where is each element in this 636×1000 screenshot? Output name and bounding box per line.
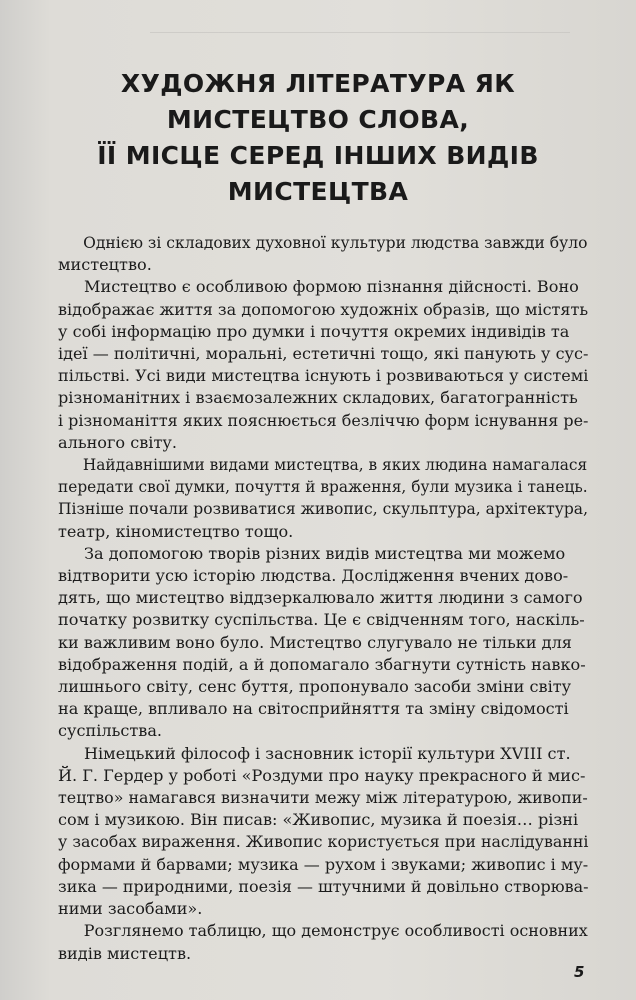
text-line: ального світу.	[58, 432, 177, 452]
text-line: різноманітних і взаємозалежних складових, багатогранність	[58, 388, 578, 408]
text-line: ідеї — політичні, моральні, естетичні тощо, які панують у сус-	[58, 344, 589, 364]
text-line: початку розвитку суспільства. Це є свідченням того, наскіль-	[58, 610, 585, 630]
title-line: МИСТЕЦТВА	[227, 177, 409, 206]
title-line: ХУДОЖНЯ ЛІТЕРАТУРА ЯК	[120, 69, 516, 98]
text-line: Німецький філософ і засновник історії культури XVIII ст.	[84, 743, 571, 763]
text-line: ки важливим воно було. Мистецтво слугувало не тільки для	[58, 632, 572, 652]
text-line: у собі інформацію про думки і почуття окремих індивідів та	[58, 321, 570, 341]
text-line: Розглянемо таблицю, що демонструє особливості основних	[83, 921, 588, 941]
text-line: відображає життя за допомогою художніх образів, що містять	[58, 299, 589, 319]
text-line: лишнього світу, сенс буття, пропонувало засоби зміни світу	[58, 677, 572, 697]
text-line: Найдавнішими видами мистецтва, в яких людина намагалася	[82, 455, 588, 475]
text-line: театр, кіномистецтво тощо.	[58, 521, 294, 541]
text-line: Мистецтво є особливою формою пізнання дійсності. Воно	[84, 277, 579, 297]
paragraph	[58, 454, 588, 543]
text-line: зика — природними, поезія — штучними й довільно створюва-	[58, 876, 589, 896]
text-line: відтворити усю історію людства. Дослідження вчених дово-	[58, 566, 569, 586]
page-number: 5	[574, 963, 585, 981]
paragraph	[58, 743, 588, 921]
paragraph	[58, 920, 588, 964]
text-line: Й. Г. Гердер у роботі «Роздуми про науку прекрасного й мис-	[58, 765, 586, 785]
text-line: Однією зі складових духовної культури людства завжди було	[83, 233, 588, 252]
text-line: мистецтво.	[58, 255, 152, 275]
text-line: сом і музикою. Він писав: «Живопис, музика й поезія… різні	[58, 810, 579, 830]
text-line: відображення подій, а й допомагало збагнути сутність навко-	[58, 654, 586, 674]
paragraph	[58, 276, 588, 454]
text-line: ними засобами».	[58, 899, 203, 919]
text-line: За допомогою творів різних видів мистецтва ми можемо	[84, 543, 566, 563]
title-line: ЇЇ МІСЦЕ СЕРЕД ІНШИХ ВИДІВ	[97, 141, 539, 170]
bleed-through-header	[150, 18, 570, 33]
text-line: дять, що мистецтво віддзеркалювало життя людини з самого	[58, 588, 583, 608]
text-line: на краще, впливало на світосприйняття та зміну свідомості	[58, 699, 569, 719]
title-line: МИСТЕЦТВО СЛОВА,	[166, 105, 470, 134]
text-line: пільстві. Усі види мистецтва існують і розвиваються у системі	[58, 366, 589, 386]
text-line: формами й барвами; музика — рухом і звуками; живопис і му-	[58, 854, 589, 874]
body-text	[58, 232, 588, 965]
text-line: у засобах вираження. Живопис користується при наслідуванні	[58, 832, 589, 852]
text-line: Пізніше почали розвиватися живопис, скульптура, архітектура,	[58, 499, 589, 519]
paragraph	[58, 543, 588, 743]
text-line: передати свої думки, почуття й враження, були музика і танець.	[58, 477, 588, 497]
text-line: тецтво» намагався визначити межу між літературою, живопи-	[58, 788, 588, 808]
chapter-title	[60, 66, 576, 210]
text-line: і різноманіття яких пояснюється безліччю форм існування ре-	[58, 410, 589, 430]
paragraph	[58, 232, 588, 276]
text-line: суспільства.	[58, 721, 163, 741]
text-line: видів мистецтв.	[58, 943, 192, 963]
